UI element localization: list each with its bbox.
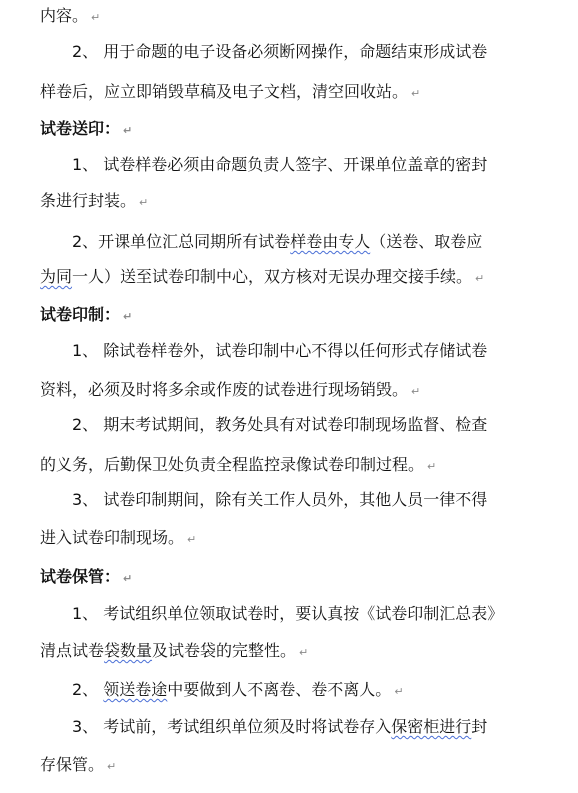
section-heading: 试卷保管： ↵ xyxy=(40,567,133,586)
paragraph-line: 1、 考试组织单位领取试卷时，要认真按《试卷印制汇总表》 xyxy=(72,604,504,623)
paragraph-line: 样卷后，应立即销毁草稿及电子文档，清空回收站。 ↵ xyxy=(40,82,421,101)
paragraph-mark-icon: ↵ xyxy=(187,533,197,546)
paragraph-mark-icon: ↵ xyxy=(411,385,421,398)
paragraph-mark-icon: ↵ xyxy=(475,272,485,285)
paragraph-line: 进入试卷印制现场。 ↵ xyxy=(40,528,197,547)
paragraph-mark-icon: ↵ xyxy=(91,11,101,24)
paragraph-line: 存保管。 ↵ xyxy=(40,755,117,774)
section-heading: 试卷送印： ↵ xyxy=(40,119,133,138)
paragraph-line: 2、 期末考试期间，教务处具有对试卷印制现场监督、检查 xyxy=(72,415,488,434)
paragraph-line: 3、 考试前，考试组织单位须及时将试卷存入保密柜进行封 xyxy=(72,717,488,736)
spellcheck-underline: 保密柜进行 xyxy=(391,717,472,736)
spellcheck-underline: 样卷由专人 xyxy=(290,232,371,251)
paragraph-mark-icon: ↵ xyxy=(107,760,117,773)
paragraph-mark-icon: ↵ xyxy=(394,685,404,698)
paragraph-line: 2、 领送卷途中要做到人不离卷、卷不离人。 ↵ xyxy=(72,680,404,699)
paragraph-line: 清点试卷袋数量及试卷袋的完整性。 ↵ xyxy=(40,641,309,660)
paragraph-mark-icon: ↵ xyxy=(427,460,437,473)
paragraph-line: 1、 除试卷样卷外，试卷印制中心不得以任何形式存储试卷 xyxy=(72,341,488,360)
paragraph-line: 资料，必须及时将多余或作废的试卷进行现场销毁。 ↵ xyxy=(40,380,421,399)
spellcheck-underline: 领送卷途 xyxy=(103,680,168,699)
paragraph-line: 条进行封装。 ↵ xyxy=(40,191,149,210)
spellcheck-underline: 袋数量 xyxy=(104,641,153,660)
paragraph-mark-icon: ↵ xyxy=(139,196,149,209)
paragraph-line: 2、开课单位汇总同期所有试卷样卷由专人（送卷、取卷应 xyxy=(72,232,483,251)
section-heading: 试卷印制： ↵ xyxy=(40,305,133,324)
paragraph-mark-icon: ↵ xyxy=(299,646,309,659)
paragraph-line: 内容。 ↵ xyxy=(40,6,101,25)
paragraph-mark-icon: ↵ xyxy=(123,572,133,585)
paragraph-line: 2、 用于命题的电子设备必须断网操作，命题结束形成试卷 xyxy=(72,42,488,61)
spellcheck-underline: 为同 xyxy=(40,267,73,286)
paragraph-mark-icon: ↵ xyxy=(123,310,133,323)
paragraph-mark-icon: ↵ xyxy=(411,87,421,100)
paragraph-mark-icon: ↵ xyxy=(123,124,133,137)
paragraph-line: 1、 试卷样卷必须由命题负责人签字、开课单位盖章的密封 xyxy=(72,155,488,174)
paragraph-line: 的义务，后勤保卫处负责全程监控录像试卷印制过程。 ↵ xyxy=(40,455,437,474)
paragraph-line: 3、 试卷印制期间，除有关工作人员外，其他人员一律不得 xyxy=(72,490,488,509)
paragraph-line: 为同一人）送至试卷印制中心，双方核对无误办理交接手续。 ↵ xyxy=(40,267,485,286)
